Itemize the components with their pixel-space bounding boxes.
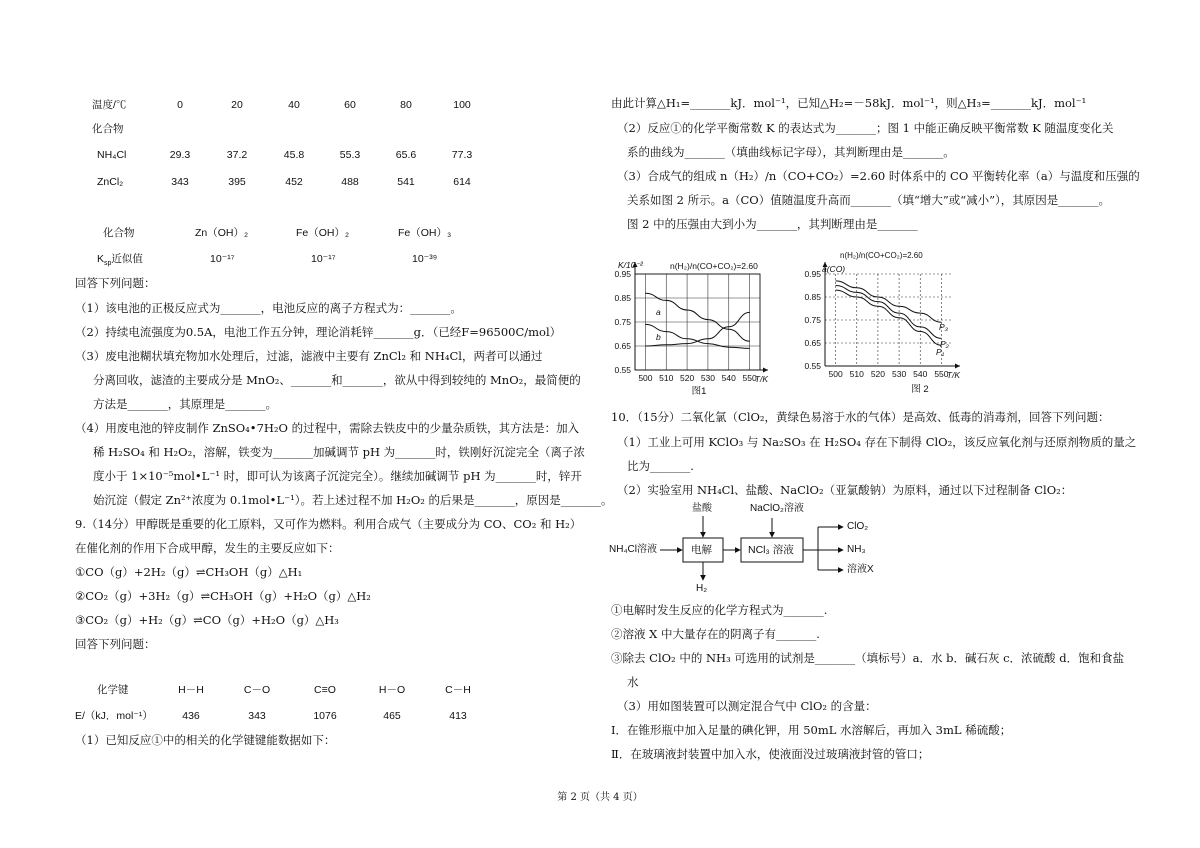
reaction-2: ②CO₂（g）+3H₂（g）⇌CH₃OH（g）+H₂O（g）△H₂: [75, 589, 371, 603]
text-line: Ⅰ．在锥形瓶中加入足量的碘化钾，用 50mL 水溶解后，再加入 3mL 稀硫酸；: [611, 723, 1012, 737]
table-cell: 20: [231, 99, 243, 111]
table-cell: 343: [248, 710, 266, 722]
text-line: ②溶液 X 中大量存在的阴离子有_______.: [611, 627, 820, 641]
hcl-label: 盐酸: [692, 503, 712, 514]
table-cell: 10⁻³⁹: [412, 253, 438, 265]
reaction-1: ①CO（g）+2H₂（g）⇌CH₃OH（g）△H₁: [75, 565, 303, 579]
text-line: 回答下列问题：: [75, 637, 156, 651]
table-cell: 55.3: [339, 149, 361, 161]
figure-caption: 图 2: [911, 384, 929, 395]
table-header-label: 化学键: [97, 684, 129, 696]
y-tick-label: 0.95: [614, 269, 631, 279]
x-tick-label: 530: [891, 369, 907, 379]
table-cell: C－H: [445, 684, 471, 696]
table-cell: Zn（OH）₂: [195, 227, 249, 239]
table-cell: 0: [177, 99, 183, 111]
table-header-label: 化合物: [92, 123, 124, 135]
page-footer: 第 2 页（共 4 页）: [557, 792, 643, 803]
text-line: （1）该电池的正极反应式为_______，电池反应的离子方程式为：_______。: [75, 301, 462, 315]
y-tick-label: 0.85: [804, 292, 821, 302]
x-axis-label: T/K: [754, 374, 768, 384]
table-cell: C≡O: [314, 684, 336, 696]
table-cell: 1076: [313, 710, 337, 722]
text-line: 关系如图 2 所示。a（CO）值随温度升高而_______（填“增大”或“减小”），其原因是_______。: [627, 193, 1110, 207]
ncl3-label: NCl₃ 溶液: [748, 544, 794, 556]
x-tick-label: 510: [849, 369, 864, 379]
table-cell: Fe（OH）₂: [296, 227, 350, 239]
row-label: $K_{sp}$近似值: [97, 253, 143, 268]
chart-title: n(H₂)/n(CO+CO₂)=2.60: [670, 261, 758, 271]
series-line: [836, 290, 942, 345]
y-tick-label: 0.55: [614, 365, 631, 375]
y-tick-label: 0.95: [804, 269, 821, 279]
x-axis-arrow: [955, 364, 960, 369]
text-line: （2）实验室用 NH₄Cl、盐酸、NaClO₂（亚氯酸钠）为原料，通过以下过程制备 ClO₂：: [617, 483, 1073, 497]
text-line: （1）已知反应①中的相关的化学键键能数据如下：: [75, 733, 336, 747]
x-tick-label: 530: [700, 373, 716, 383]
x-tick-label: 550: [742, 373, 757, 383]
text-line: 比为_______.: [627, 459, 694, 473]
row-label: E/（kJ．mol⁻¹）: [75, 710, 153, 722]
table-cell: 395: [228, 176, 246, 188]
y-tick-label: 0.75: [614, 317, 631, 327]
table-cell: 488: [341, 176, 359, 188]
x-tick-label: 520: [870, 369, 886, 379]
text-line: 回答下列问题：: [75, 276, 156, 290]
text-line: （2）反应①的化学平衡常数 K 的表达式为_______；图 1 中能正确反映平衡常数 K 随温度变化关: [617, 121, 1114, 135]
text-line: （1）工业上可用 KClO₃ 与 Na₂SO₃ 在 H₂SO₄ 存在下制得 ClO₂，该反应氧化剂与还原剂物质的量之: [617, 435, 1137, 449]
table-cell: 60: [344, 99, 356, 111]
x-axis-arrow: [763, 368, 768, 373]
clo2-label: ClO₂: [847, 521, 869, 532]
table-cell: 465: [383, 710, 401, 722]
naclo2-label: NaClO₂溶液: [750, 503, 804, 514]
series-label: P₁: [936, 347, 945, 357]
table-cell: 10⁻¹⁷: [311, 253, 336, 265]
table-cell: 100: [453, 99, 471, 111]
table-header-label: 化合物: [103, 227, 135, 239]
figure-caption: 图1: [691, 386, 707, 397]
table-cell: C－O: [243, 684, 271, 696]
text-line: （4）用废电池的锌皮制作 ZnSO₄•7H₂O 的过程中，需除去铁皮中的少量杂质铁，其方法是：加入: [75, 421, 580, 435]
text-line: 在催化剂的作用下合成甲醇，发生的主要反应如下：: [75, 541, 340, 555]
text-line: （3）废电池糊状填充物加水处理后，过滤，滤液中主要有 ZnCl₂ 和 NH₄Cl，两者可以通过: [75, 349, 543, 363]
x-axis-label: T/K: [946, 370, 960, 380]
series-label: b: [656, 332, 661, 342]
h2-label: H₂: [696, 583, 708, 594]
reaction-3: ③CO₂（g）+H₂（g）⇌CO（g）+H₂O（g）△H₃: [75, 613, 339, 627]
x-tick-label: 500: [638, 373, 653, 383]
text-line: 由此计算△H₁=_______kJ．mol⁻¹，已知△H₂=－58kJ．mol⁻¹，则△H₃=_______kJ．mol⁻¹: [611, 96, 1087, 110]
y-axis-label: a(CO): [822, 264, 846, 274]
question-9: 9.（14分）甲醇既是重要的化工原料，又可作为燃料。利用合成气（主要成分为 CO、CO₂ 和 H₂）: [75, 517, 582, 531]
text-line: Ⅱ．在玻璃液封装置中加入水，使液面没过玻璃液封管的管口；: [611, 747, 930, 761]
x-tick-label: 540: [721, 373, 736, 383]
x-tick-label: 550: [934, 369, 949, 379]
text-line: 稀 H₂SO₄ 和 H₂O₂，溶解，铁变为_______加碱调节 pH 为_______时，铁刚好沉淀完全（离子浓: [93, 445, 585, 459]
series-label: P₂: [940, 339, 949, 349]
table-cell: 65.6: [395, 149, 417, 161]
table-cell: 436: [182, 710, 200, 722]
y-axis-label: K/10⁻²: [618, 260, 643, 270]
series-label: a: [656, 307, 661, 317]
text-line: 系的曲线为_______（填曲线标记字母），其判断理由是_______。: [627, 145, 955, 159]
row-label: ZnCl₂: [97, 176, 124, 188]
y-tick-label: 0.75: [804, 315, 821, 325]
x-tick-label: 510: [659, 373, 674, 383]
chart-figure-1: [600, 248, 800, 398]
text-line: 水: [627, 675, 639, 689]
chart-figure-2: [800, 244, 990, 400]
text-line: 始沉淀（假定 Zn²⁺浓度为 0.1mol•L⁻¹）。若上述过程不加 H₂O₂ 的后果是_______，原因是_______。: [93, 493, 613, 507]
nh3-label: NH₃: [847, 544, 866, 555]
row-label: NH₄Cl: [97, 149, 127, 161]
x-tick-label: 540: [913, 369, 928, 379]
y-tick-label: 0.85: [614, 293, 631, 303]
solution-x-label: 溶液X: [847, 564, 874, 575]
table-cell: 29.3: [169, 149, 191, 161]
table-header-label: 温度/℃: [92, 99, 127, 111]
chart-title: n(H₂)/n(CO+CO₂)=2.60: [840, 251, 923, 260]
text-line: 图 2 中的压强由大到小为_______，其判断理由是_______: [627, 217, 918, 231]
table-cell: 541: [397, 176, 415, 188]
table-cell: Fe（OH）₃: [398, 227, 452, 239]
text-line: （2）持续电流强度为0.5A，电池工作五分钟，理论消耗锌_______g．（已经F=96500C/mol）: [75, 325, 562, 339]
table-cell: 10⁻¹⁷: [210, 253, 235, 265]
table-cell: 77.3: [451, 149, 473, 161]
x-tick-label: 520: [679, 373, 695, 383]
table-cell: 452: [285, 176, 303, 188]
electrolysis-label: 电解: [691, 544, 712, 556]
table-cell: 413: [449, 710, 467, 722]
table-cell: 40: [288, 99, 300, 111]
text-line: 方法是_______，其原理是_______。: [93, 397, 277, 411]
table-cell: H－O: [378, 684, 406, 696]
question-10: 10．（15分）二氧化氯（ClO₂，黄绿色易溶于水的气体）是高效、低毒的消毒剂，回答下列问题：: [611, 410, 1110, 424]
table-cell: 37.2: [226, 149, 248, 161]
y-tick-label: 0.65: [614, 341, 631, 351]
y-tick-label: 0.65: [804, 338, 821, 348]
text-line: （3）合成气的组成 n（H₂）/n（CO+CO₂）=2.60 时体系中的 CO 平衡转化率（a）与温度和压强的: [617, 169, 1140, 183]
text-line: 度小于 1×10⁻⁵mol•L⁻¹ 时，即可认为该离子沉淀完全）。继续加碱调节 pH 为_______时，锌开: [93, 469, 582, 483]
flow-diagram: [600, 500, 900, 600]
text-line: （3）用如图装置可以测定混合气中 ClO₂ 的含量：: [617, 699, 877, 713]
table-cell: 614: [453, 176, 471, 188]
table-cell: 80: [400, 99, 412, 111]
series-label: P₃: [939, 322, 949, 332]
text-line: ①电解时发生反应的化学方程式为_______.: [611, 603, 828, 617]
table-cell: 45.8: [283, 149, 305, 161]
table-cell: 343: [171, 176, 189, 188]
series-line: [836, 281, 942, 322]
x-tick-label: 500: [828, 369, 843, 379]
series-line: [645, 293, 749, 341]
table-cell: H－H: [178, 684, 204, 696]
text-line: ③除去 ClO₂ 中的 NH₃ 可选用的试剂是_______（填标号）a．水 b．碱石灰 c．浓硫酸 d．饱和食盐: [611, 651, 1125, 665]
y-tick-label: 0.55: [804, 361, 821, 371]
nh4cl-label: NH₄Cl溶液: [609, 544, 657, 555]
text-line: 分离回收，滤渣的主要成分是 MnO₂、_______和_______，欲从中得到较纯的 MnO₂，最简便的: [93, 373, 581, 387]
